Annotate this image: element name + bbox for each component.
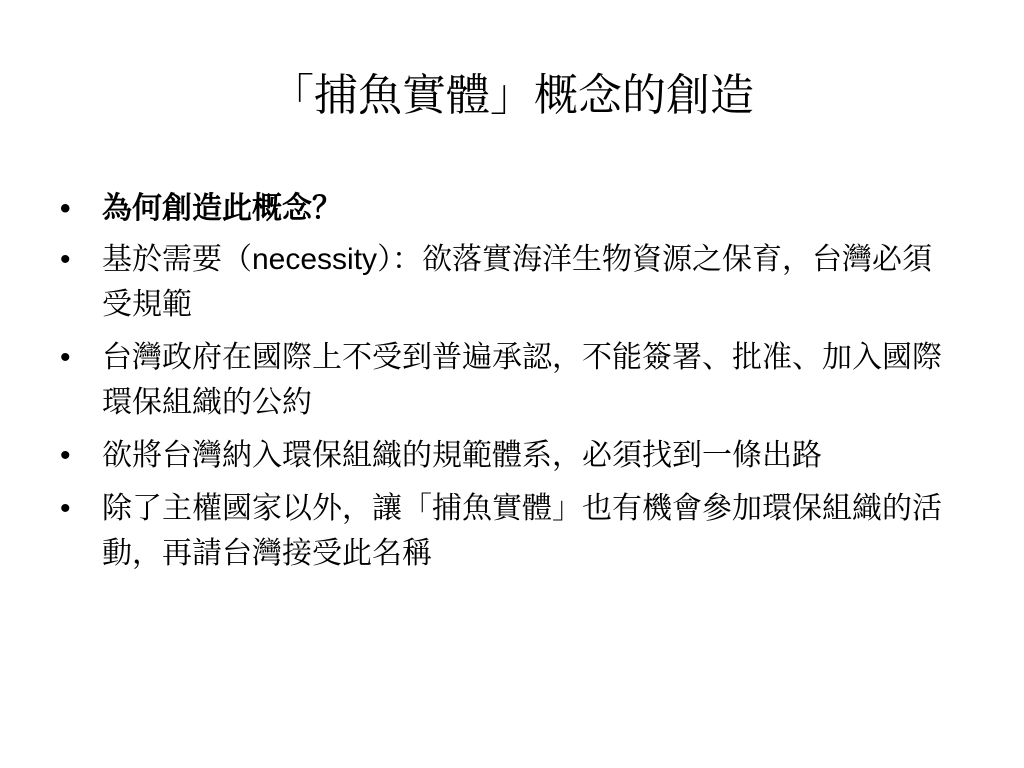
bullet-item-1 — [60, 186, 960, 231]
bullet-text-2-before: 基於需要（ — [102, 242, 252, 277]
bullet-text-1: 為何創造此概念？ — [102, 191, 342, 226]
bullet-dot-icon: • — [60, 439, 71, 472]
bullet-item-5 — [60, 486, 960, 576]
bullet-dot-icon: • — [60, 341, 71, 374]
bullet-text-5: 除了主權國家以外，讓「捕魚實體」也有機會參加環保組織的活動，再請台灣接受此名稱 — [102, 491, 942, 571]
bullet-text-2-latin: necessity — [252, 243, 378, 276]
slide-title: 「捕魚實體」概念的創造 — [270, 70, 754, 121]
bullet-dot-icon: • — [60, 243, 71, 276]
bullet-item-2 — [60, 237, 960, 327]
bullet-text-2-after: ）：欲落實海洋生物資源之保育，台灣必須受規範 — [102, 242, 933, 322]
bullet-list — [60, 186, 960, 584]
bullet-text-3: 台灣政府在國際上不受到普遍承認，不能簽署、批准、加入國際環保組織的公約 — [102, 340, 942, 420]
bullet-dot-icon: • — [60, 492, 71, 525]
bullet-item-3 — [60, 335, 960, 425]
bullet-item-4 — [60, 433, 960, 478]
bullet-dot-icon: • — [60, 192, 71, 225]
bullet-text-4: 欲將台灣納入環保組織的規範體系，必須找到一條出路 — [102, 438, 822, 473]
